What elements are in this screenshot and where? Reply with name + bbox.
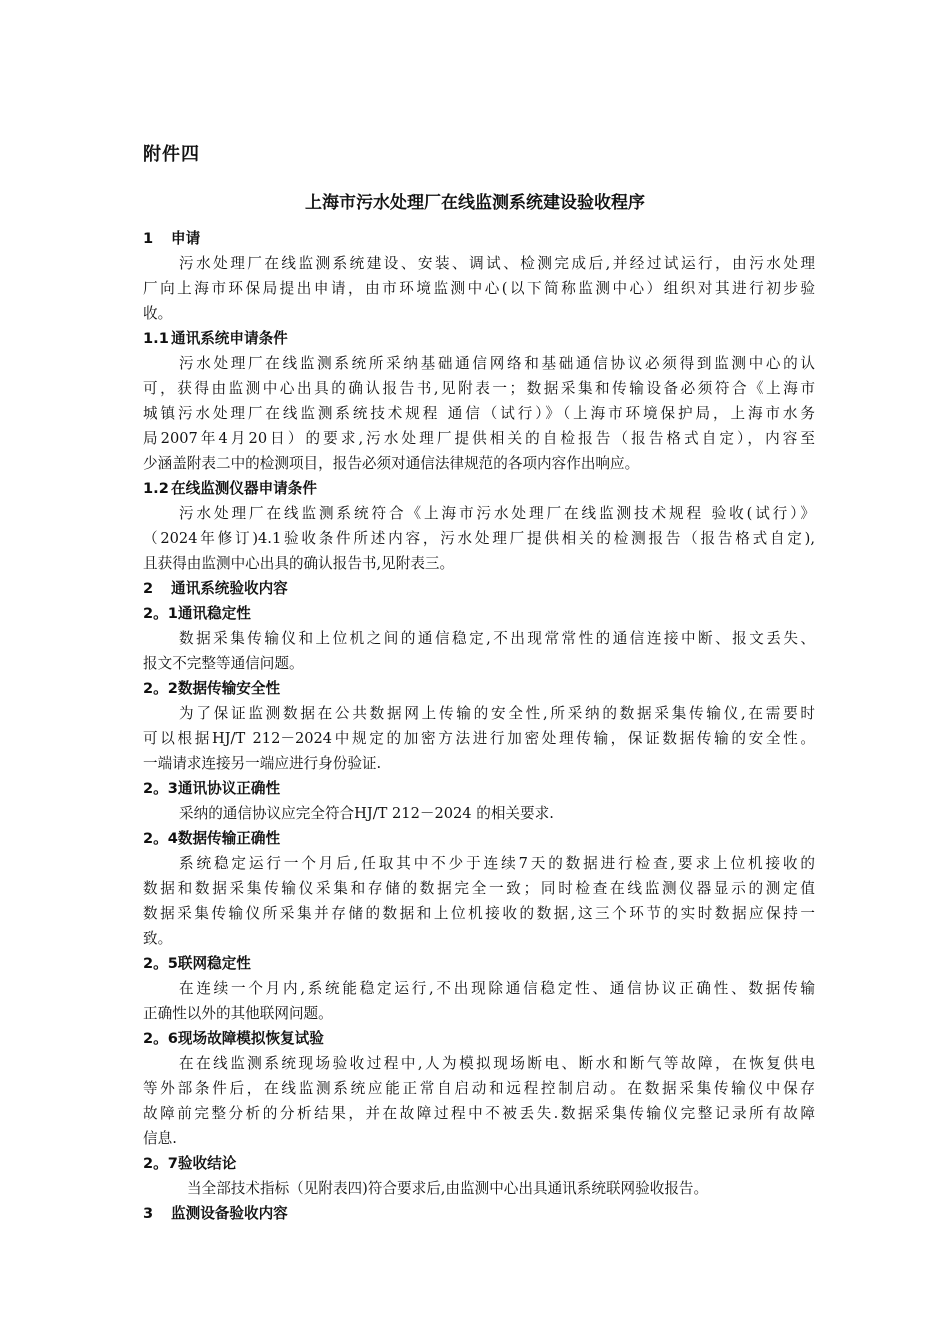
paragraph-line: 污水处理厂在线监测系统建设、安装、调试、检测完成后,并经过试运行，由污水处理 [179, 255, 815, 272]
section-number: 2。3 [143, 780, 178, 797]
paragraph-line: 故障前完整分析的分析结果，并在故障过程中不被丢失.数据采集传输仪完整记录所有故障 [143, 1105, 815, 1122]
paragraph-line: 少涵盖附表二中的检测项目，报告必须对通信法律规范的各项内容作出响应。 [143, 455, 640, 472]
section-title: 数据传输正确性 [177, 830, 281, 847]
paragraph-line: 一端请求连接另一端应进行身份验证. [143, 755, 382, 772]
section-2-7-heading [143, 1151, 815, 1176]
paragraph-line: 致。 [143, 930, 173, 947]
section-number: 2。1 [143, 605, 178, 622]
paragraph-line: 报文不完整等通信问题。 [143, 655, 304, 672]
section-number: 1 [143, 230, 154, 247]
section-1-heading [143, 226, 815, 251]
section-number: 2。4 [143, 830, 178, 847]
section-1-2-heading [143, 476, 815, 501]
section-number: 2。5 [143, 955, 178, 972]
paragraph-line: 信息. [143, 1130, 177, 1147]
section-title: 申请 [171, 230, 201, 247]
section-number: 2 [143, 580, 154, 597]
paragraph-line: 城镇污水处理厂在线监测系统技术规程 通信（试行）》（上海市环境保护局，上海市水务 [143, 405, 815, 422]
section-title: 通讯协议正确性 [177, 780, 281, 797]
document-body [143, 226, 815, 1226]
paragraph-line: 厂向上海市环保局提出申请，由市环境监测中心(以下简称监测中心）组织对其进行初步验 [143, 280, 815, 297]
paragraph-line: 收。 [143, 305, 173, 322]
paragraph-line: 当全部技术指标（见附表四)符合要求后,由监测中心出具通讯系统联网验收报告。 [187, 1180, 709, 1197]
section-title: 通讯系统验收内容 [171, 580, 288, 597]
paragraph-line: 在在线监测系统现场验收过程中,人为模拟现场断电、断水和断气等故障，在恢复供电 [179, 1055, 815, 1072]
paragraph-line: 且获得由监测中心出具的确认报告书,见附表三。 [143, 555, 455, 572]
document-title: 上海市污水处理厂在线监测系统建设验收程序 [305, 193, 645, 213]
section-title: 在线监测仪器申请条件 [171, 480, 317, 497]
section-title: 通讯稳定性 [177, 605, 251, 622]
paragraph-line: 局2007年4月20日）的要求,污水处理厂提供相关的自检报告（报告格式自定），内容至 [143, 430, 815, 447]
section-3-heading [143, 1201, 815, 1226]
paragraph-line: 在连续一个月内,系统能稳定运行,不出现除通信稳定性、通信协议正确性、数据传输 [179, 980, 815, 997]
section-2-1-heading [143, 601, 815, 626]
section-title: 通讯系统申请条件 [171, 330, 288, 347]
paragraph-line: 等外部条件后，在线监测系统应能正常自启动和远程控制启动。在数据采集传输仪中保存 [143, 1080, 815, 1097]
section-number: 1.1 [143, 330, 169, 347]
paragraph-line: 可以根据HJ/T 212－2024中规定的加密方法进行加密处理传输，保证数据传输的安全性。 [143, 730, 815, 747]
section-title: 验收结论 [177, 1155, 237, 1172]
paragraph-line: 系统稳定运行一个月后,任取其中不少于连续7天的数据进行检查,要求上位机接收的 [179, 855, 815, 872]
section-2-6-heading [143, 1026, 815, 1051]
section-2-2-heading [143, 676, 815, 701]
section-number: 2。7 [143, 1155, 178, 1172]
section-1-1-heading [143, 326, 815, 351]
section-number: 1.2 [143, 480, 169, 497]
paragraph-line: 可，获得由监测中心出具的确认报告书,见附表一；数据采集和传输设备必须符合《上海市 [143, 380, 815, 397]
paragraph-line: 正确性以外的其他联网问题。 [143, 1005, 333, 1022]
section-title: 现场故障模拟恢复试验 [177, 1030, 324, 1047]
section-number: 2。6 [143, 1030, 178, 1047]
paragraph-line: 数据和数据采集传输仪采集和存储的数据完全一致；同时检查在线监测仪器显示的测定值 [143, 880, 815, 897]
section-title: 监测设备验收内容 [171, 1205, 288, 1222]
section-number: 3 [143, 1205, 154, 1222]
section-2-5-heading [143, 951, 815, 976]
section-2-3-heading [143, 776, 815, 801]
paragraph-line: （2024年修订)4.1验收条件所述内容，污水处理厂提供相关的检测报告（报告格式自定), [143, 530, 815, 547]
paragraph-line: 污水处理厂在线监测系统所采纳基础通信网络和基础通信协议必须得到监测中心的认 [179, 355, 815, 372]
paragraph-line: 为了保证监测数据在公共数据网上传输的安全性,所采纳的数据采集传输仪,在需要时 [179, 705, 815, 722]
attachment-label: 附件四 [143, 144, 200, 165]
section-number: 2。2 [143, 680, 178, 697]
section-2-4-heading [143, 826, 815, 851]
paragraph-line: 数据采集传输仪所采集并存储的数据和上位机接收的数据,这三个环节的实时数据应保持一 [143, 905, 815, 922]
section-2-heading [143, 576, 815, 601]
paragraph-line: 污水处理厂在线监测系统符合《上海市污水处理厂在线监测技术规程 验收(试行）》 [179, 505, 815, 522]
paragraph-line: 采纳的通信协议应完全符合HJ/T 212－2024 的相关要求. [179, 805, 554, 822]
section-title: 数据传输安全性 [177, 680, 281, 697]
paragraph-line: 数据采集传输仪和上位机之间的通信稳定,不出现常常性的通信连接中断、报文丢失、 [179, 630, 815, 647]
section-title: 联网稳定性 [177, 955, 251, 972]
